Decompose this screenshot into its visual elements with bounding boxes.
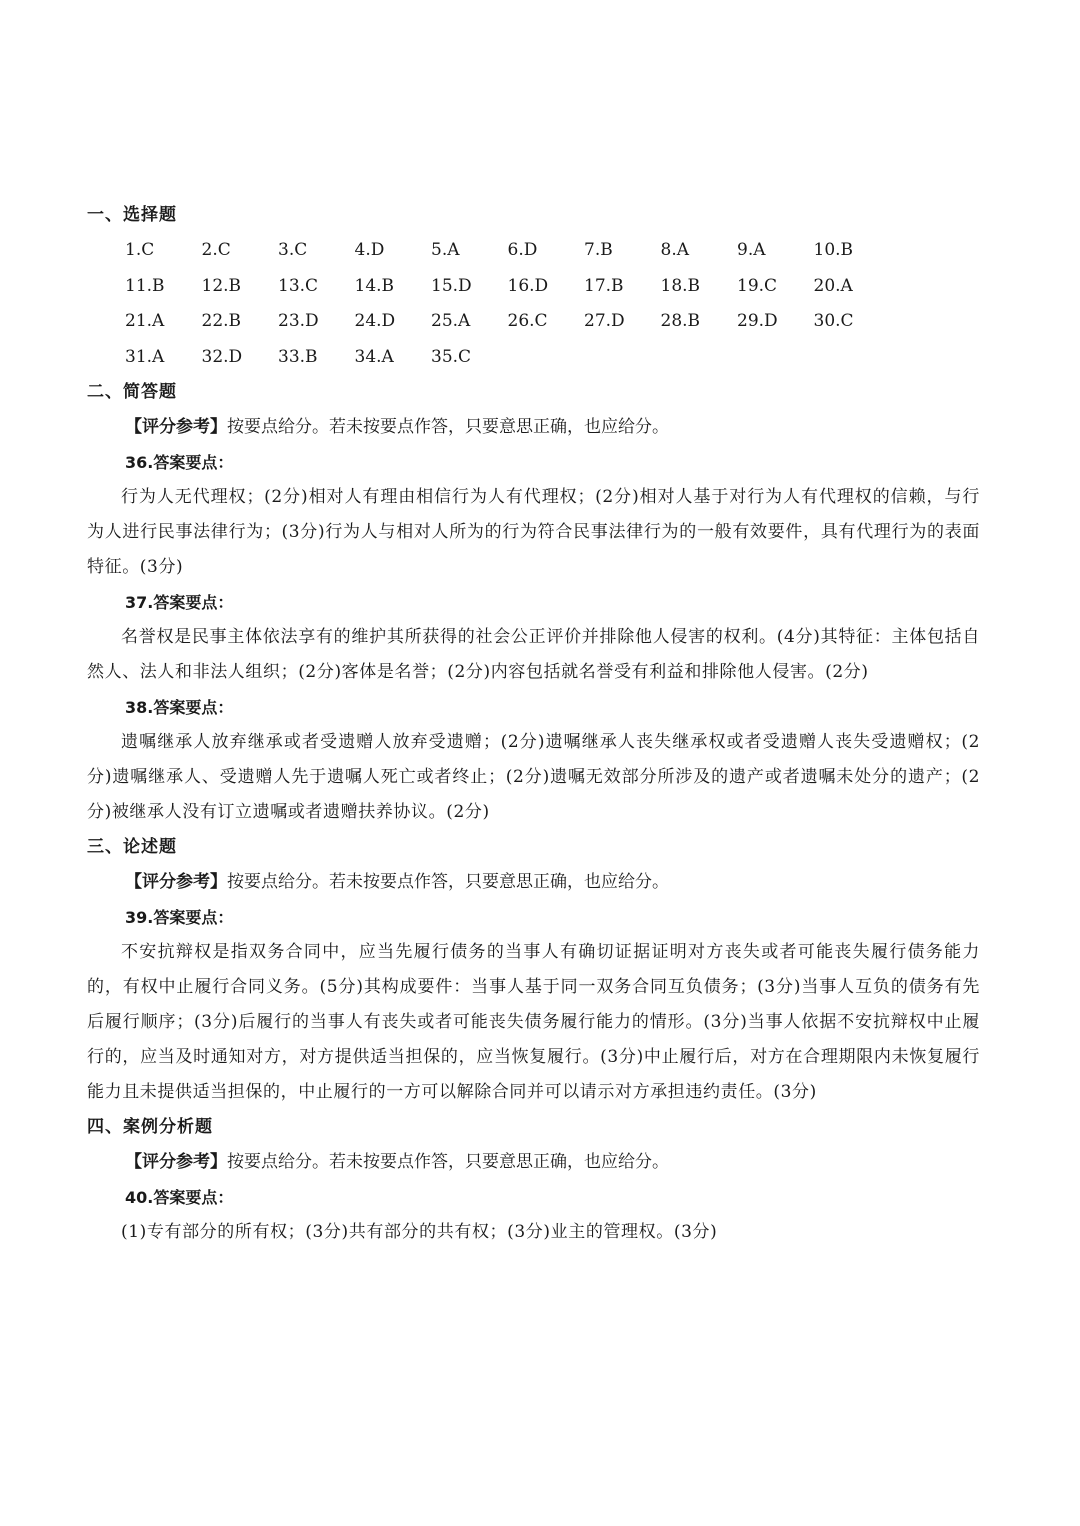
answer-text-38: 遗嘱继承人放弃继承或者受遗赠人放弃受遗赠；(2分)遗嘱继承人丧失继承权或者受遗赠人丧失受遗赠权；(2分)遗嘱继承人、受遗赠人先于遗嘱人死亡或者终止；(2分)遗嘱无效部分所涉及的遗产或者遗嘱未处分的遗产；(2分)被继承人没有订立遗嘱或者遗赠扶养协议。(2分)	[87, 732, 980, 822]
choice-answer: 7.B	[584, 240, 613, 260]
answer-label-36: 36.答案要点：	[125, 453, 234, 472]
choice-answer: 11.B	[125, 275, 165, 296]
choice-answer: 18.B	[660, 275, 701, 296]
choice-answer: 19.C	[737, 275, 778, 296]
section-title-choice: 一、选择题	[87, 205, 177, 225]
grading-note-text: 按要点给分。若未按要点作答，只要意思正确，也应给分。	[227, 417, 669, 437]
grading-note	[87, 410, 980, 445]
choice-answer: 29.D	[737, 311, 778, 331]
choice-answer: 27.D	[584, 311, 625, 331]
answer-label-37: 37.答案要点：	[125, 593, 234, 612]
answer-text-36: 行为人无代理权；(2分)相对人有理由相信行为人有代理权；(2分)相对人基于对行为人有代理权的信赖，与行为人进行民事法律行为；(3分)行为人与相对人所为的行为符合民事法律行为的一般有效要件，具有代理行为的表面特征。(3分)	[87, 487, 980, 577]
choice-answer: 23.D	[278, 311, 319, 331]
grading-note-text: 按要点给分。若未按要点作答，只要意思正确，也应给分。	[227, 872, 669, 892]
choice-answer: 24.D	[354, 311, 396, 331]
section-title-case-analysis: 四、案例分析题	[87, 1117, 213, 1137]
choice-answer: 34.A	[354, 346, 394, 367]
choice-answer: 5.A	[431, 240, 460, 260]
choice-answer: 33.B	[278, 346, 318, 367]
choice-answer: 31.A	[125, 346, 165, 367]
choice-answer: 13.C	[278, 275, 319, 296]
choice-answer: 2.C	[201, 240, 231, 260]
grading-note-label: 【评分参考】	[125, 872, 227, 892]
choice-answer: 9.A	[737, 240, 766, 260]
answer-key-page	[87, 198, 980, 1250]
choice-answer: 4.D	[354, 240, 385, 260]
choice-answer: 22.B	[201, 311, 242, 331]
answer-label-40: 40.答案要点：	[125, 1188, 234, 1207]
choice-answer: 17.B	[584, 275, 624, 296]
grading-note	[87, 865, 980, 900]
grading-note	[87, 1145, 980, 1180]
choice-answer: 28.B	[660, 311, 701, 331]
choice-answer: 15.D	[431, 275, 472, 296]
choice-answers-grid	[125, 233, 980, 375]
choice-answer: 1.C	[125, 240, 155, 260]
grading-note-label: 【评分参考】	[125, 1152, 227, 1172]
answer-text-40: (1)专有部分的所有权；(3分)共有部分的共有权；(3分)业主的管理权。(3分)	[121, 1222, 718, 1242]
answer-text-39: 不安抗辩权是指双务合同中，应当先履行债务的当事人有确切证据证明对方丧失或者可能丧失履行债务能力的，有权中止履行合同义务。(5分)其构成要件：当事人基于同一双务合同互负债务；(3分)当事人互负的债务有先后履行顺序；(3分)后履行的当事人有丧失或者可能丧失债务履行能力的情形。(3分)当事人依据不安抗辩权中止履行的，应当及时通知对方，对方提供适当担保的，应当恢复履行。(3分)中止履行后，对方在合理期限内未恢复履行能力且未提供适当担保的，中止履行的一方可以解除合同并可以请示对方承担违约责任。(3分)	[87, 942, 980, 1102]
answer-label-39: 39.答案要点：	[125, 908, 234, 927]
choice-answer: 32.D	[201, 346, 243, 367]
grading-note-text: 按要点给分。若未按要点作答，只要意思正确，也应给分。	[227, 1152, 669, 1172]
choice-answer: 3.C	[278, 240, 308, 260]
section-title-essay: 三、论述题	[87, 837, 177, 857]
choice-answer: 26.C	[507, 311, 548, 331]
choice-answer: 30.C	[813, 311, 854, 331]
section-title-short-answer: 二、简答题	[87, 382, 177, 402]
choice-answer: 8.A	[660, 240, 689, 260]
answer-label-38: 38.答案要点：	[125, 698, 234, 717]
grading-note-label: 【评分参考】	[125, 417, 227, 437]
choice-answer: 21.A	[125, 311, 165, 331]
answer-text-37: 名誉权是民事主体依法享有的维护其所获得的社会公正评价并排除他人侵害的权利。(4分)其特征：主体包括自然人、法人和非法人组织；(2分)客体是名誉；(2分)内容包括就名誉受有利益和排除他人侵害。(2分)	[87, 627, 980, 682]
choice-answer: 14.B	[354, 275, 395, 296]
choice-answer: 20.A	[813, 275, 853, 296]
choice-answer: 16.D	[507, 275, 549, 296]
choice-answer: 25.A	[431, 311, 471, 331]
choice-answer: 6.D	[507, 240, 538, 260]
choice-answer: 10.B	[813, 240, 854, 260]
choice-answer: 12.B	[201, 275, 242, 296]
choice-answer: 35.C	[431, 346, 472, 367]
